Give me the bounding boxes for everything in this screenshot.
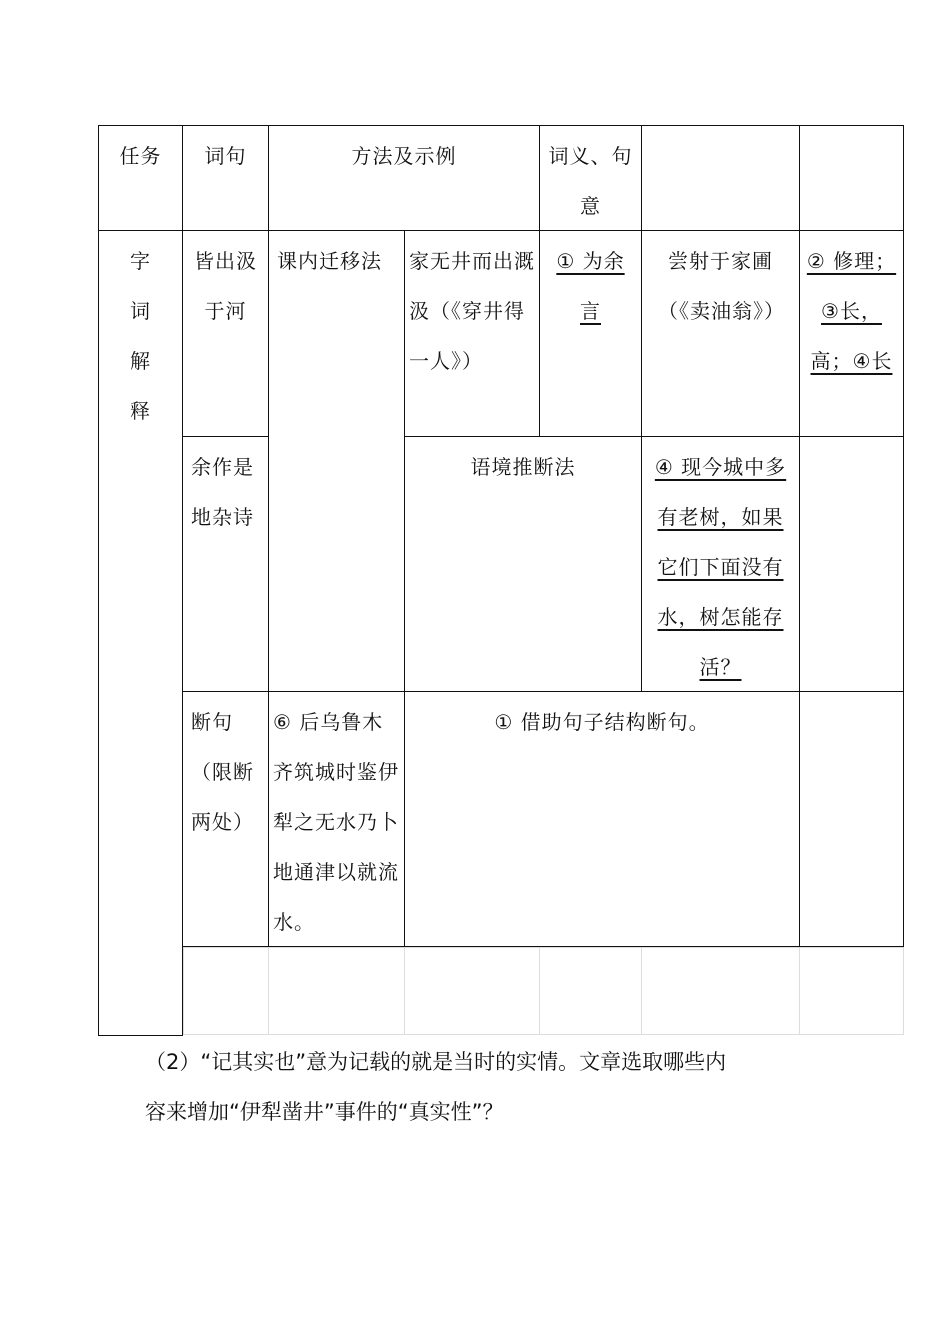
- row1-answer1: ① 为余言: [539, 230, 642, 437]
- row1-example: 家无井而出溉汲（《穿井得一人》）: [404, 230, 540, 437]
- row3-method: ① 借助句子结构断句。: [404, 691, 800, 947]
- row1-example2: 尝射于家圃（《卖油翁》）: [641, 230, 800, 437]
- header-blank-2: [799, 125, 904, 231]
- header-phrase: 词句: [182, 125, 269, 231]
- row1-phrase: 皆出汲于河: [182, 230, 269, 437]
- row3-sentence: ⑥ 后乌鲁木齐筑城时鉴伊犁之无水乃卜地通津以就流水。: [268, 691, 405, 947]
- header-method: 方法及示例: [268, 125, 540, 231]
- header-meaning: 词义、句意: [539, 125, 642, 231]
- empty-cell: [404, 947, 540, 1035]
- row2-phrase: 余作是地杂诗: [182, 436, 269, 692]
- empty-cell: [268, 947, 405, 1035]
- row2-blank: [799, 436, 904, 692]
- question-line-2: 容来增加“伊犁凿井”事件的“真实性”？: [145, 1100, 504, 1124]
- header-task: 任务: [98, 125, 183, 231]
- row1-method: 课内迁移法: [268, 230, 405, 692]
- row3-phrase: 断句（限断两处）: [182, 691, 269, 947]
- header-blank-1: [641, 125, 800, 231]
- task-label: 字词解释: [130, 249, 151, 423]
- row2-answer: ④ 现今城中多有老树，如果它们下面没有水，树怎能存活？: [641, 436, 800, 692]
- empty-cell: [799, 947, 904, 1035]
- question-line-1: （2）“记其实也”意为记载的就是当时的实情。文章选取哪些内: [145, 1050, 727, 1074]
- task-cell: [98, 230, 183, 1036]
- row3-blank: [799, 691, 904, 947]
- row2-method: 语境推断法: [404, 436, 642, 692]
- row1-answer2: ② 修理；③长，高；④长: [799, 230, 904, 437]
- empty-cell: [539, 947, 642, 1035]
- empty-cell: [183, 947, 269, 1035]
- empty-cell: [641, 947, 800, 1035]
